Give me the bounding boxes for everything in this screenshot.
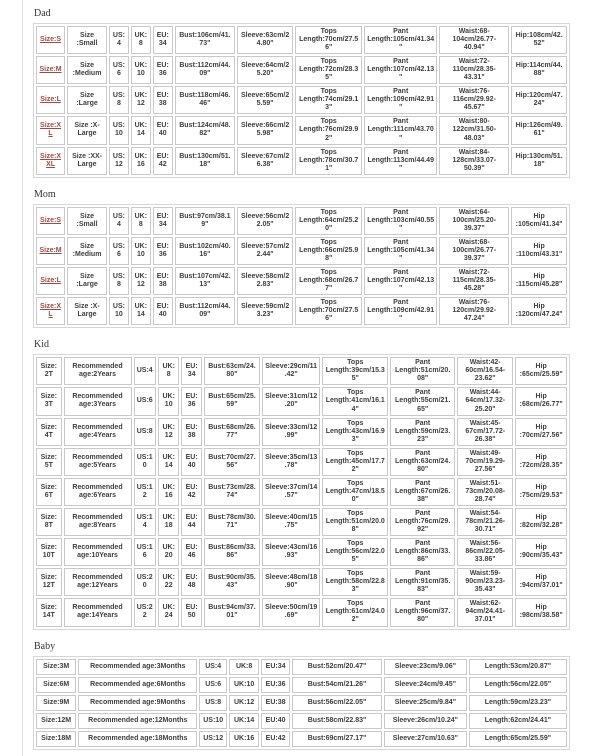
table-row: [36, 695, 567, 711]
table-cell: Pant Length:67cm/26.38": [390, 478, 455, 506]
table-cell: UK:12: [131, 86, 151, 114]
table-cell: Bust:90cm/35.43": [204, 568, 260, 596]
table-cell: Pant Length:103cm/40.55": [364, 207, 437, 235]
table-cell: EU:42: [261, 731, 290, 747]
table-cell: Pant Length:91cm/35.83": [390, 568, 455, 596]
table-cell: Bust:102cm/40.16": [175, 237, 235, 265]
table-cell: Hip:126cm/49.61": [511, 116, 567, 144]
table-cell: EU:46: [181, 538, 201, 566]
table-cell: Sleeve:24cm/9.45": [384, 677, 467, 693]
table-cell: Sleeve:65cm/25.59": [237, 86, 293, 114]
table-cell: Recommended age:12Months: [78, 713, 197, 729]
table-cell: Size:18M: [36, 731, 76, 747]
table-cell: Waist:76-120cm/29.92-47.24": [439, 297, 509, 325]
table-cell: EU:38: [261, 695, 290, 711]
table-cell: Tops Length:66cm/25.98": [295, 237, 362, 265]
table-cell: EU:34: [261, 659, 290, 675]
table-cell: Bust:97cm/38.19": [175, 207, 235, 235]
size-link[interactable]: Size:XXL: [36, 147, 65, 175]
table-cell: EU:48: [181, 568, 201, 596]
table-cell: US:4: [109, 207, 129, 235]
table-row: [36, 267, 567, 295]
table-cell: UK:16: [158, 478, 179, 506]
table-cell: UK:10: [131, 237, 151, 265]
table-cell: Hip :120cm/47.24": [511, 297, 567, 325]
table-cell: Size:12M: [36, 713, 76, 729]
table-cell: Waist:51-73cm/20.08-28.74": [457, 478, 513, 506]
table-cell: Waist:44-64cm/17.32-25.20": [457, 387, 513, 415]
table-cell: Sleeve:31cm/12.20": [262, 387, 320, 415]
table-row: [36, 86, 567, 114]
table-row: [36, 659, 567, 675]
table-cell: Pant Length:86cm/33.86": [390, 538, 455, 566]
table-cell: Size :X-Large: [67, 297, 107, 325]
table-cell: UK:14: [158, 448, 179, 476]
table-cell: Waist:72-115cm/28.35-45.28": [439, 267, 509, 295]
size-section-mom: [33, 189, 570, 329]
table-cell: Hip :94cm/37.01": [515, 568, 567, 596]
table-cell: Length:56cm/22.05": [469, 677, 567, 693]
table-cell: Size :Small: [67, 207, 107, 235]
table-row: [36, 297, 567, 325]
table-cell: US:6: [109, 56, 129, 84]
table-cell: Hip :105cm/41.34": [511, 207, 567, 235]
table-row: [36, 677, 567, 693]
table-cell: Hip:114cm/44.88": [511, 56, 567, 84]
table-cell: Pant Length:96cm/37.80": [390, 598, 455, 626]
table-cell: Size:12T: [36, 568, 62, 596]
table-cell: Size:6M: [36, 677, 76, 693]
table-cell: Bust:124cm/48.82": [175, 116, 235, 144]
table-cell: EU:42: [153, 147, 173, 175]
size-section-kid: [33, 339, 570, 629]
size-link[interactable]: Size:XL: [36, 116, 65, 144]
table-cell: Sleeve:66cm/25.98": [237, 116, 293, 144]
table-cell: Recommended age:18Months: [78, 731, 197, 747]
table-cell: Sleeve:48cm/18.90": [262, 568, 320, 596]
table-cell: Hip :110cm/43.31": [511, 237, 567, 265]
table-row: [36, 598, 567, 626]
table-cell: Waist:84-128cm/33.07-50.39": [439, 147, 509, 175]
table-cell: Tops Length:45cm/17.72": [322, 448, 388, 476]
size-link[interactable]: Size:L: [36, 267, 65, 295]
table-cell: US:12: [134, 478, 156, 506]
size-link[interactable]: Size:L: [36, 86, 65, 114]
table-cell: Waist:62-94cm/24.41-37.01": [457, 598, 513, 626]
table-cell: Bust:65cm/25.59": [204, 387, 260, 415]
table-cell: US:22: [134, 598, 156, 626]
size-link[interactable]: Size:XL: [36, 297, 65, 325]
table-cell: Waist:68-100cm/26.77-39.37": [439, 237, 509, 265]
table-row: [36, 56, 567, 84]
table-cell: EU:36: [261, 677, 290, 693]
table-cell: UK:8: [131, 207, 151, 235]
table-cell: Bust:78cm/30.71": [204, 508, 260, 536]
table-cell: Bust:52cm/20.47": [292, 659, 382, 675]
table-cell: EU:40: [153, 297, 173, 325]
table-cell: Size :Small: [67, 26, 107, 54]
table-cell: Hip :115cm/45.28": [511, 267, 567, 295]
table-cell: Recommended age:5Years: [64, 448, 132, 476]
table-cell: EU:38: [153, 86, 173, 114]
table-row: [36, 478, 567, 506]
table-cell: Pant Length:51cm/20.08": [390, 357, 455, 385]
table-cell: US:6: [134, 387, 156, 415]
table-cell: Hip :70cm/27.56": [515, 418, 567, 446]
size-link[interactable]: Size:M: [36, 237, 65, 265]
section-title-dad: Dad: [34, 8, 51, 19]
table-cell: US:8: [109, 86, 129, 114]
table-cell: Size:8T: [36, 508, 62, 536]
table-cell: EU:34: [153, 207, 173, 235]
table-cell: EU:38: [153, 267, 173, 295]
table-cell: Waist:76-116cm/29.92-45.67": [439, 86, 509, 114]
table-cell: Length:59cm/23.23": [469, 695, 567, 711]
table-cell: Length:53cm/20.87": [469, 659, 567, 675]
table-cell: Recommended age:9Months: [78, 695, 197, 711]
table-cell: US:8: [199, 695, 227, 711]
table-cell: Sleeve:59cm/23.23": [237, 297, 293, 325]
table-cell: Pant Length:107cm/42.13": [364, 56, 437, 84]
table-cell: Sleeve:29cm/11.42": [262, 357, 320, 385]
table-cell: Sleeve:43cm/16.93": [262, 538, 320, 566]
table-cell: Tops Length:78cm/30.71": [295, 147, 362, 175]
table-cell: Length:65cm/25.59": [469, 731, 567, 747]
table-row: [36, 418, 567, 446]
table-row: [36, 508, 567, 536]
table-cell: Bust:107cm/42.13": [175, 267, 235, 295]
table-cell: Bust:70cm/27.56": [204, 448, 260, 476]
table-cell: Bust:58cm/22.83": [292, 713, 382, 729]
table-row: [36, 713, 567, 729]
table-row: [36, 237, 567, 265]
table-cell: UK:16: [229, 731, 259, 747]
table-cell: EU:38: [181, 418, 201, 446]
table-row: [36, 116, 567, 144]
table-row: [36, 147, 567, 175]
size-link[interactable]: Size:S: [36, 207, 65, 235]
table-cell: UK:22: [158, 568, 179, 596]
table-cell: US:6: [199, 677, 227, 693]
table-cell: Recommended age:3Months: [78, 659, 197, 675]
table-cell: Bust:54cm/21.26": [292, 677, 382, 693]
table-cell: US:16: [134, 538, 156, 566]
size-chart: [22, 0, 600, 756]
table-cell: UK:16: [131, 147, 151, 175]
table-cell: Waist:68-104cm/26.77-40.94": [439, 26, 509, 54]
table-cell: Sleeve:40cm/15.75": [262, 508, 320, 536]
table-cell: Tops Length:39cm/15.35": [322, 357, 388, 385]
table-cell: US:10: [109, 116, 129, 144]
table-cell: US:12: [109, 147, 129, 175]
table-cell: Tops Length:74cm/29.13": [295, 86, 362, 114]
size-table-dad: [33, 23, 570, 178]
table-cell: Bust:63cm/24.80": [204, 357, 260, 385]
table-cell: Waist:72-110cm/28.35-43.31": [439, 56, 509, 84]
table-row: [36, 448, 567, 476]
table-cell: Tops Length:58cm/22.83": [322, 568, 388, 596]
table-cell: Sleeve:26cm/10.24": [384, 713, 467, 729]
table-cell: Waist:45-67cm/17.72-26.38": [457, 418, 513, 446]
table-cell: UK:12: [131, 267, 151, 295]
table-cell: UK:14: [229, 713, 259, 729]
table-cell: Tops Length:43cm/16.93": [322, 418, 388, 446]
table-cell: EU:44: [181, 508, 201, 536]
size-table-mom: [33, 204, 570, 329]
table-cell: Pant Length:111cm/43.70": [364, 116, 437, 144]
table-cell: Hip :75cm/29.53": [515, 478, 567, 506]
table-cell: Pant Length:59cm/23.23": [390, 418, 455, 446]
table-cell: UK:24: [158, 598, 179, 626]
table-cell: Sleeve:64cm/25.20": [237, 56, 293, 84]
table-cell: EU:40: [181, 448, 201, 476]
table-cell: Bust:94cm/37.01": [204, 598, 260, 626]
table-cell: Tops Length:68cm/26.77": [295, 267, 362, 295]
table-cell: Sleeve:56cm/22.05": [237, 207, 293, 235]
table-cell: Waist:49-70cm/19.29-27.56": [457, 448, 513, 476]
table-cell: Size :Medium: [67, 56, 107, 84]
table-cell: EU:36: [153, 56, 173, 84]
table-cell: Pant Length:109cm/42.91": [364, 86, 437, 114]
table-cell: Waist:80-122cm/31.50-48.03": [439, 116, 509, 144]
section-title-mom: Mom: [34, 188, 56, 200]
table-cell: Pant Length:55cm/21.65": [390, 387, 455, 415]
table-cell: Bust:112cm/44.09": [175, 297, 235, 325]
table-cell: UK:8: [131, 26, 151, 54]
table-cell: Tops Length:56cm/22.05": [322, 538, 388, 566]
table-cell: EU:36: [153, 237, 173, 265]
table-cell: Hip :72cm/28.35": [515, 448, 567, 476]
table-row: [36, 568, 567, 596]
table-cell: Waist:42-60cm/16.54-23.62": [457, 357, 513, 385]
table-cell: Sleeve:57cm/22.44": [237, 237, 293, 265]
table-cell: US:10: [134, 448, 156, 476]
size-link[interactable]: Size:M: [36, 56, 65, 84]
table-cell: Recommended age:8Years: [64, 508, 132, 536]
table-cell: Waist:56-86cm/22.05-33.86": [457, 538, 513, 566]
table-cell: US:14: [134, 508, 156, 536]
table-cell: Size :Large: [67, 86, 107, 114]
table-cell: Hip:120cm/47.24": [511, 86, 567, 114]
table-row: [36, 26, 567, 54]
table-cell: UK:14: [131, 116, 151, 144]
table-cell: US:10: [109, 297, 129, 325]
table-cell: Pant Length:105cm/41.34": [364, 237, 437, 265]
table-cell: EU:34: [153, 26, 173, 54]
table-cell: Size:3T: [36, 387, 62, 415]
table-cell: Pant Length:105cm/41.34": [364, 26, 437, 54]
table-cell: Tops Length:61cm/24.02": [322, 598, 388, 626]
size-section-dad: [33, 8, 570, 178]
table-cell: Tops Length:47cm/18.50": [322, 478, 388, 506]
table-cell: Tops Length:70cm/27.56": [295, 26, 362, 54]
table-cell: Tops Length:70cm/27.56": [295, 297, 362, 325]
table-cell: Sleeve:67cm/26.38": [237, 147, 293, 175]
table-cell: Hip :65cm/25.59": [515, 357, 567, 385]
table-cell: UK:18: [158, 508, 179, 536]
table-cell: Bust:86cm/33.86": [204, 538, 260, 566]
table-cell: Sleeve:33cm/12.99": [262, 418, 320, 446]
table-cell: UK:10: [229, 677, 259, 693]
table-cell: Size:3M: [36, 659, 76, 675]
size-link[interactable]: Size:S: [36, 26, 65, 54]
table-cell: UK:14: [131, 297, 151, 325]
table-cell: UK:12: [158, 418, 179, 446]
table-cell: Bust:69cm/27.17": [292, 731, 382, 747]
table-cell: Size :XX-Large: [67, 147, 107, 175]
table-cell: Size :Medium: [67, 237, 107, 265]
table-cell: EU:42: [181, 478, 201, 506]
table-cell: Sleeve:63cm/24.80": [237, 26, 293, 54]
table-cell: Sleeve:58cm/22.83": [237, 267, 293, 295]
table-row: [36, 357, 567, 385]
table-cell: Hip :68cm/26.77": [515, 387, 567, 415]
table-cell: Waist:54-78cm/21.26-30.71": [457, 508, 513, 536]
table-cell: Recommended age:3Years: [64, 387, 132, 415]
size-section-baby: [33, 641, 570, 750]
table-cell: EU:40: [153, 116, 173, 144]
table-cell: Bust:73cm/28.74": [204, 478, 260, 506]
table-cell: EU:36: [181, 387, 201, 415]
table-cell: Recommended age:10Years: [64, 538, 132, 566]
table-row: [36, 731, 567, 747]
table-cell: Recommended age:6Months: [78, 677, 197, 693]
table-cell: US:6: [109, 237, 129, 265]
table-cell: Recommended age:4Years: [64, 418, 132, 446]
table-cell: Recommended age:2Years: [64, 357, 132, 385]
table-cell: Pant Length:113cm/44.49": [364, 147, 437, 175]
table-cell: Bust:106cm/41.73": [175, 26, 235, 54]
table-row: [36, 538, 567, 566]
section-title-baby: Baby: [34, 640, 56, 652]
table-cell: Hip :98cm/38.58": [515, 598, 567, 626]
table-cell: US:4: [134, 357, 156, 385]
table-cell: US:8: [134, 418, 156, 446]
table-cell: US:12: [199, 731, 227, 747]
table-cell: Sleeve:27cm/10.63": [384, 731, 467, 747]
table-cell: Sleeve:37cm/14.57": [262, 478, 320, 506]
table-cell: EU:34: [181, 357, 201, 385]
table-cell: UK:10: [131, 56, 151, 84]
table-cell: US:4: [109, 26, 129, 54]
table-cell: Bust:68cm/26.77": [204, 418, 260, 446]
table-cell: Hip:130cm/51.18": [511, 147, 567, 175]
table-cell: Size :X-Large: [67, 116, 107, 144]
table-cell: Recommended age:6Years: [64, 478, 132, 506]
table-cell: Length:62cm/24.41": [469, 713, 567, 729]
size-table-baby: [33, 656, 570, 750]
table-cell: Pant Length:109cm/42.91": [364, 297, 437, 325]
table-cell: Hip :82cm/32.28": [515, 508, 567, 536]
table-cell: US:20: [134, 568, 156, 596]
table-cell: Bust:112cm/44.09": [175, 56, 235, 84]
table-cell: Sleeve:50cm/19.69": [262, 598, 320, 626]
table-cell: US:4: [199, 659, 227, 675]
table-cell: Waist:64-100cm/25.20-39.37": [439, 207, 509, 235]
table-cell: Bust:118cm/46.46": [175, 86, 235, 114]
table-cell: Sleeve:23cm/9.06": [384, 659, 467, 675]
table-cell: US:8: [109, 267, 129, 295]
table-cell: Recommended age:14Years: [64, 598, 132, 626]
section-title-kid: Kid: [34, 339, 49, 351]
table-cell: US:10: [199, 713, 227, 729]
table-cell: UK:10: [158, 387, 179, 415]
table-cell: UK:8: [158, 357, 179, 385]
table-cell: EU:50: [181, 598, 201, 626]
table-cell: UK:20: [158, 538, 179, 566]
table-cell: Pant Length:107cm/42.13": [364, 267, 437, 295]
size-table-kid: [33, 354, 570, 629]
table-cell: Hip :90cm/35.43": [515, 538, 567, 566]
table-cell: Pant Length:76cm/29.92": [390, 508, 455, 536]
table-cell: Pant Length:63cm/24.80": [390, 448, 455, 476]
table-cell: Recommended age:12Years: [64, 568, 132, 596]
table-cell: Bust:130cm/51.18": [175, 147, 235, 175]
table-cell: Size:10T: [36, 538, 62, 566]
table-cell: Size:9M: [36, 695, 76, 711]
table-row: [36, 207, 567, 235]
table-row: [36, 387, 567, 415]
table-cell: Size:14T: [36, 598, 62, 626]
table-cell: UK:8: [229, 659, 259, 675]
table-cell: Tops Length:72cm/28.35": [295, 56, 362, 84]
table-cell: Hip:108cm/42.52": [511, 26, 567, 54]
table-cell: UK:12: [229, 695, 259, 711]
table-cell: Bust:56cm/22.05": [292, 695, 382, 711]
table-cell: Tops Length:64cm/25.20": [295, 207, 362, 235]
table-cell: EU:40: [261, 713, 290, 729]
table-cell: Waist:59-90cm/23.23-35.43": [457, 568, 513, 596]
table-cell: Size:2T: [36, 357, 62, 385]
table-cell: Sleeve:35cm/13.78": [262, 448, 320, 476]
table-cell: Tops Length:51cm/20.08": [322, 508, 388, 536]
table-cell: Tops Length:41cm/16.14": [322, 387, 388, 415]
table-cell: Size:4T: [36, 418, 62, 446]
table-cell: Tops Length:76cm/29.92": [295, 116, 362, 144]
table-cell: Size :Large: [67, 267, 107, 295]
table-cell: Size:5T: [36, 448, 62, 476]
table-cell: Size:6T: [36, 478, 62, 506]
table-cell: Sleeve:25cm/9.84": [384, 695, 467, 711]
